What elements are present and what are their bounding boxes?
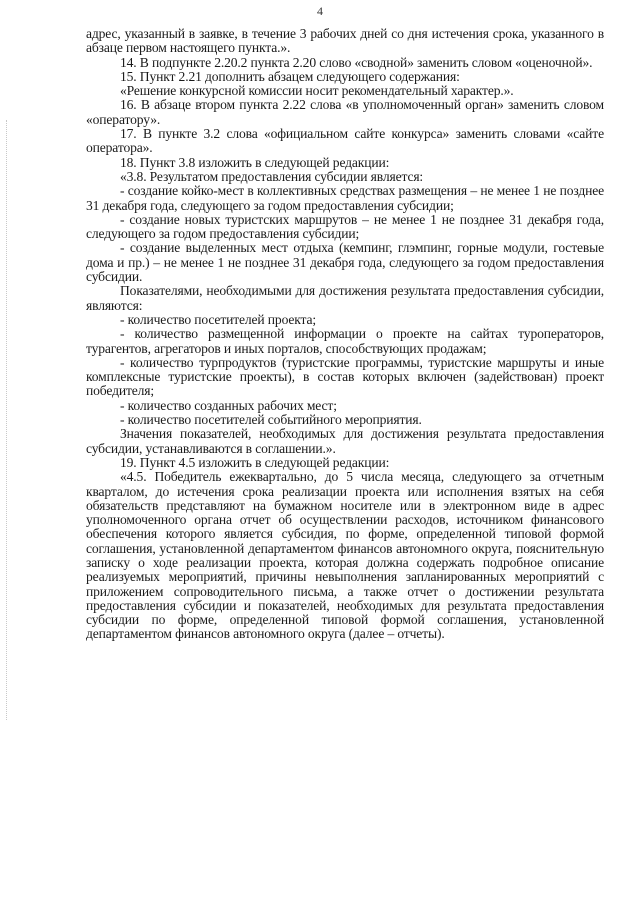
- paragraph: адрес, указанный в заявке, в течение 3 рабочих дней со дня истечения срока, указанного в абзаце первом настоящего пункта.».: [86, 26, 604, 56]
- paragraph: - количество турпродуктов (туристские программы, туристские маршруты и иные комплексные туристские проекты), в состав которых включен (задействован) проект победителя;: [86, 354, 604, 399]
- paragraph: «4.5. Победитель ежеквартально, до 5 числа месяца, следующего за отчетным кварталом, до истечения срока реализации проекта или исполнения взятых на себя обязательств представляют на бумажном носителе или в электронном виде в адрес уполномоченного органа отчет об осуществлении расходов, источником финансового обеспечения которого является субсидия, по форме, определенной типовой формой соглашения, установленной департаментом финансов автономного округа, пояснительную записку о ходе реализации проекта, которая должна содержать подробное описание реализуемых мероприятий, причины невыполнения запланированных мероприятий с приложением сопроводительного письма, а также отчет о достижении результата предоставления субсидии и показателей, необходимых для результата предоставления субсидии по форме, определенной типовой формой соглашения, установленной департаментом финансов автономного округа (далее – отчеты).: [86, 469, 604, 642]
- paragraph: 15. Пункт 2.21 дополнить абзацем следующего содержания:: [120, 68, 460, 84]
- paragraph: Значения показателей, необходимых для достижения результата предоставления субсидии, устанавливаются в соглашении.».: [86, 426, 604, 456]
- paragraph: - создание новых туристских маршрутов – не менее 1 не позднее 31 декабря года, следующего за годом предоставления субсидии;: [86, 211, 604, 242]
- paragraph: - создание выделенных мест отдыха (кемпинг, глэмпинг, горные модули, гостевые дома и пр.) – не менее 1 не позднее 31 декабря года, следующего за годом предоставления субсидии.: [86, 240, 604, 285]
- paragraph: 19. Пункт 4.5 изложить в следующей редакции:: [120, 454, 390, 470]
- paragraph: 18. Пункт 3.8 изложить в следующей редакции:: [120, 154, 390, 170]
- document-body: [86, 27, 604, 642]
- paragraph: - количество размещенной информации о проекте на сайтах туроператоров, турагентов, агрегаторов и иных порталов, способствующих продажам;: [86, 326, 604, 356]
- paragraph: «Решение конкурсной комиссии носит рекомендательный характер.».: [120, 83, 514, 99]
- paragraph: «3.8. Результатом предоставления субсидии является:: [120, 168, 424, 184]
- paragraph: - количество посетителей событийного мероприятия.: [120, 412, 422, 428]
- paragraph: 14. В подпункте 2.20.2 пункта 2.20 слово «сводной» заменить словом «оценочной».: [120, 54, 593, 70]
- paragraph: 17. В пункте 3.2 слова «официальном сайте конкурса» заменить словами «сайте оператора».: [86, 126, 604, 156]
- paragraph: 16. В абзаце втором пункта 2.22 слова «в уполномоченный орган» заменить словом «оператору».: [86, 97, 604, 127]
- paragraph: - количество посетителей проекта;: [120, 311, 317, 327]
- paragraph: - создание койко-мест в коллективных средствах размещения – не менее 1 не позднее 31 декабря года, следующего за годом предоставления субсидии;: [86, 183, 604, 213]
- paragraph: - количество созданных рабочих мест;: [120, 397, 337, 413]
- paragraph: Показателями, необходимыми для достижения результата предоставления субсидии, являются:: [86, 283, 604, 313]
- page-number: 4: [317, 4, 323, 18]
- scan-margin-artifact: [6, 120, 9, 720]
